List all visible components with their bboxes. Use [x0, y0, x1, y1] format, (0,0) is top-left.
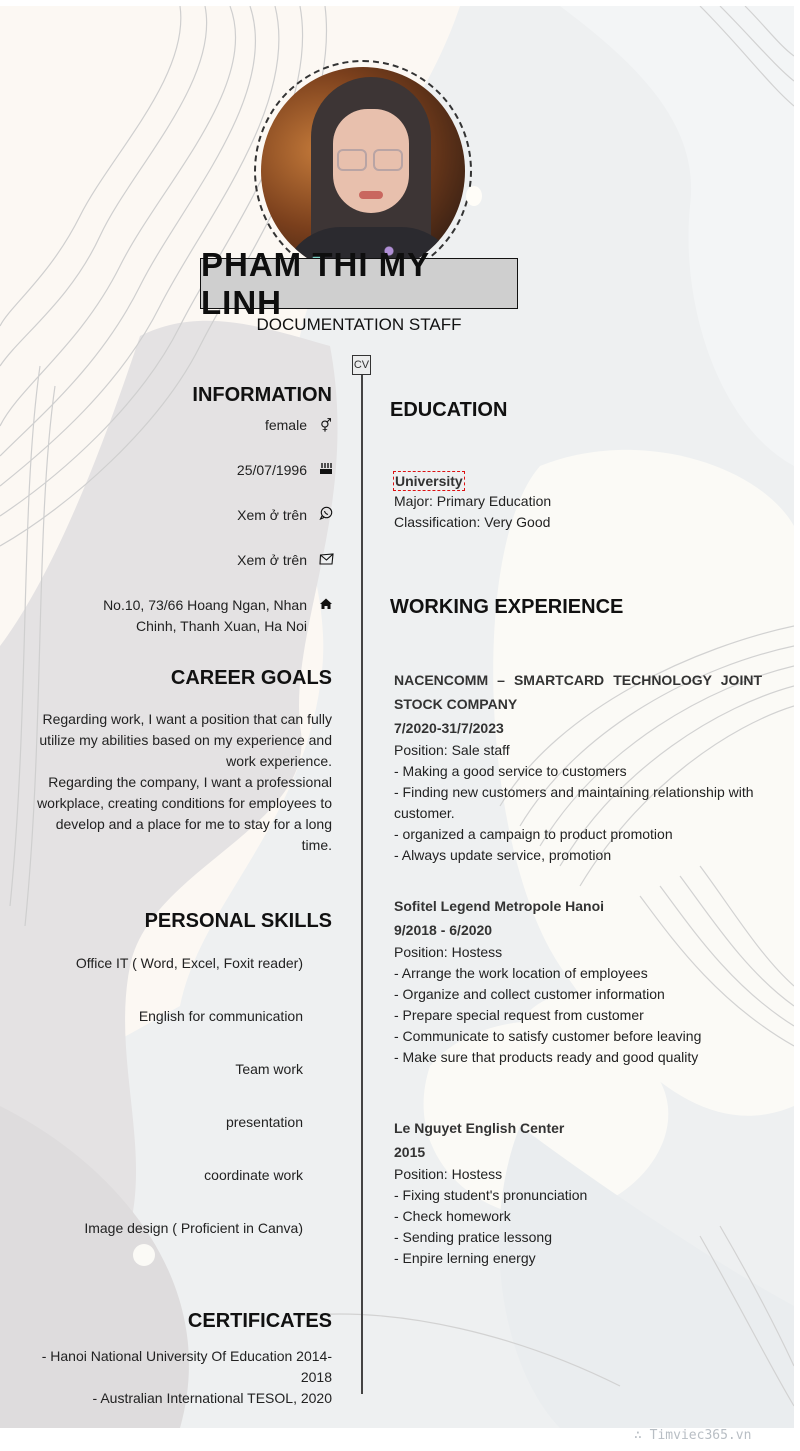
gender-value: female: [264, 417, 307, 433]
birthday-cake-icon: [307, 460, 335, 481]
education-school: University: [395, 473, 463, 489]
education-major: Major: Primary Education: [394, 493, 552, 509]
career-goal-company: Regarding the company, I want a professional workplace, creating conditions for employees to develop and a place for me to stay for a long time.: [37, 774, 332, 853]
info-phone: [60, 505, 335, 526]
email-value: Xem ở trên: [237, 552, 307, 568]
watermark: ∴ Timviec365.vn: [634, 1428, 752, 1443]
job-duty: - Always update service, promotion: [394, 847, 612, 863]
job-company: Sofitel Legend Metropole Hanoi: [394, 898, 605, 914]
address-value: No.10, 73/66 Hoang Ngan, Nhan Chinh, Thanh Xuan, Ha Noi: [103, 597, 307, 634]
job-duty: - Check homework: [394, 1208, 511, 1224]
skill-item: English for communication: [138, 1008, 303, 1024]
job-entry: [390, 1116, 762, 1269]
personal-skills-title: PERSONAL SKILLS: [144, 910, 332, 932]
job-date: 9/2018 - 6/2020: [394, 922, 493, 938]
job-title: DOCUMENTATION STAFF: [256, 315, 462, 334]
information-title: INFORMATION: [192, 384, 332, 406]
job-position: Position: Hostess: [394, 944, 503, 960]
info-gender: [60, 415, 335, 436]
certificate-item: - Hanoi National University Of Education 2014-2018: [41, 1348, 332, 1385]
timeline-divider: [361, 375, 363, 1394]
home-icon: [307, 595, 335, 616]
skill-item: Office IT ( Word, Excel, Foxit reader): [75, 955, 303, 971]
job-company: NACENCOMM – SMARTCARD TECHNOLOGY JOINT STOCK COMPANY: [394, 672, 762, 712]
certificate-item: - Australian International TESOL, 2020: [92, 1390, 332, 1406]
skill-item: Team work: [235, 1061, 303, 1077]
job-date: 7/2020-31/7/2023: [394, 720, 504, 736]
experience-title: WORKING EXPERIENCE: [390, 596, 624, 618]
job-company: Le Nguyet English Center: [394, 1120, 565, 1136]
cv-page: [0, 6, 794, 1428]
job-duty: - Organize and collect customer information: [394, 986, 665, 1002]
job-duty: - organized a campaign to product promotion: [394, 826, 673, 842]
info-birthday: [60, 460, 335, 481]
job-entry: [390, 668, 762, 866]
job-position: Position: Hostess: [394, 1166, 503, 1182]
job-duty: - Make sure that products ready and good quality: [394, 1049, 699, 1065]
job-duty: - Prepare special request from customer: [394, 1007, 644, 1023]
skill-item: Image design ( Proficient in Canva): [84, 1220, 303, 1236]
career-goals-title: CAREER GOALS: [170, 667, 332, 689]
education-title: EDUCATION: [390, 399, 508, 421]
skill-item: coordinate work: [204, 1167, 303, 1183]
job-date: 2015: [394, 1144, 426, 1160]
job-duty: - Enpire lerning energy: [394, 1250, 536, 1266]
job-duty: - Arrange the work location of employees: [394, 965, 648, 981]
job-duty: - Fixing student's pronunciation: [394, 1187, 588, 1203]
career-goals-text: [36, 709, 332, 856]
info-address: [60, 595, 335, 637]
certificates-list: [40, 1346, 332, 1409]
birthday-value: 25/07/1996: [236, 462, 307, 478]
education-classification: Classification: Very Good: [394, 514, 551, 530]
info-email: [60, 550, 335, 571]
full-name: PHAM THI MY LINH: [201, 245, 430, 321]
education-entry: [390, 471, 762, 533]
whatsapp-phone-icon: [307, 505, 335, 526]
phone-value: Xem ở trên: [237, 507, 307, 523]
career-goal-work: Regarding work, I want a position that can fully utilize my abilities based on my experience and work experience.: [39, 711, 332, 769]
gender-icon: ⚥: [320, 418, 332, 433]
certificates-title: CERTIFICATES: [187, 1310, 332, 1332]
job-duty: - Sending pratice lessong: [394, 1229, 552, 1245]
job-duty: - Communicate to satisfy customer before leaving: [394, 1028, 702, 1044]
cv-badge: CV: [352, 355, 371, 375]
avatar: [261, 67, 465, 275]
job-entry: [390, 894, 762, 1068]
decorative-dot: [466, 186, 482, 206]
job-duty: - Finding new customers and maintaining relationship with customer.: [394, 784, 754, 821]
job-duty: - Making a good service to customers: [394, 763, 627, 779]
name-banner: [200, 245, 518, 321]
skill-item: presentation: [225, 1114, 303, 1130]
envelope-icon: [307, 550, 335, 571]
job-position: Position: Sale staff: [394, 742, 510, 758]
